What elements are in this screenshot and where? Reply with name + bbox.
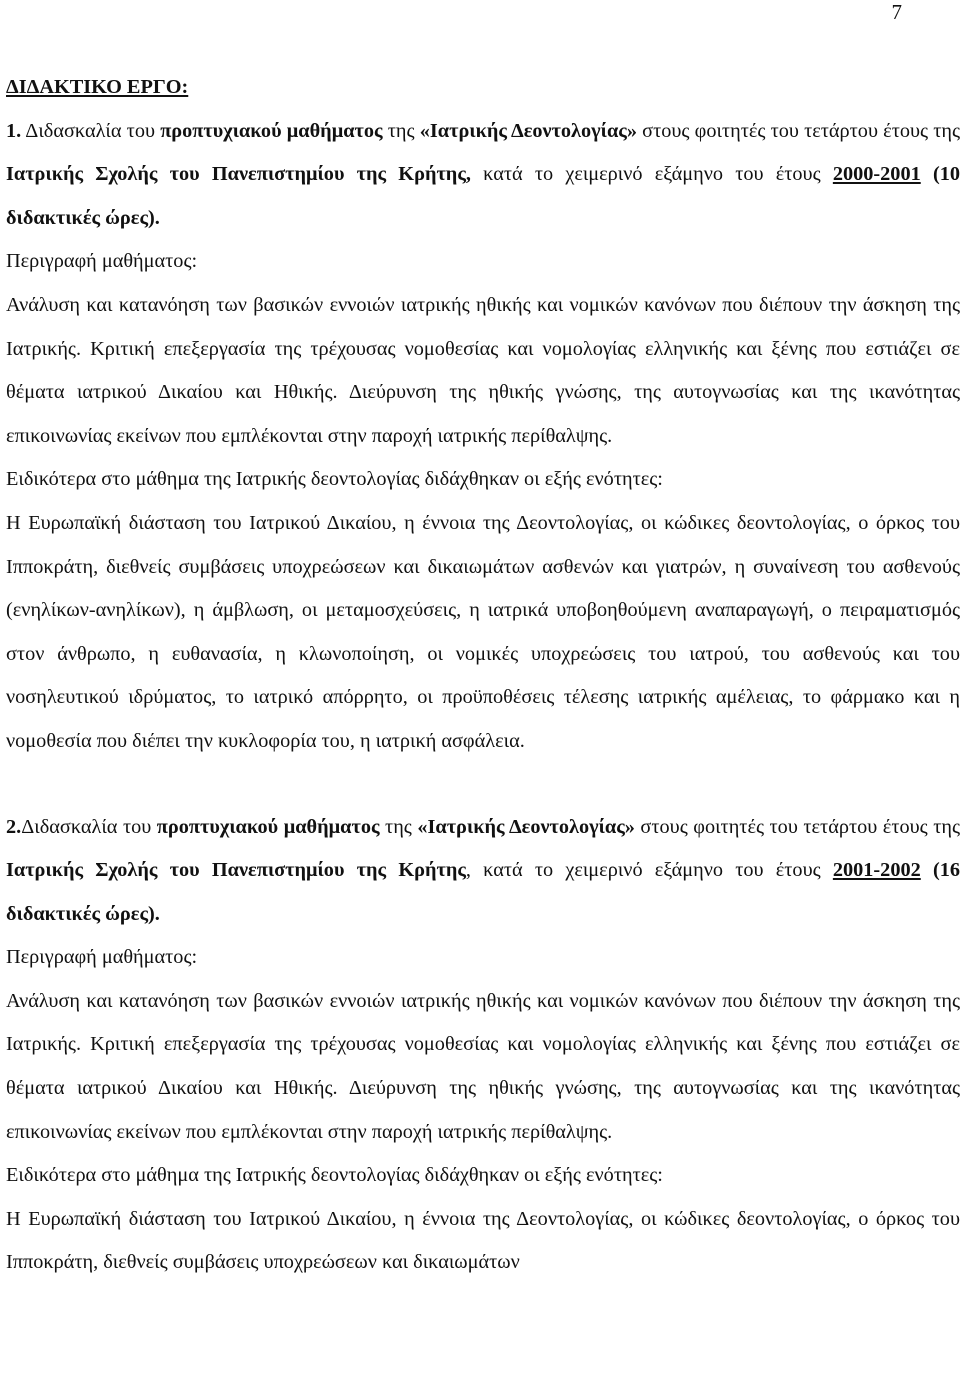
academic-year: 2000-2001 <box>832 163 921 186</box>
teaching-entry-2 <box>6 806 960 1286</box>
intro-text: της <box>379 815 418 838</box>
course-title: «Ιατρικής Δεοντολογίας» <box>419 119 637 142</box>
intro-text: Διδασκαλία του <box>21 119 161 142</box>
course-intro <box>6 806 960 937</box>
institution: Ιατρικής Σχολής του Πανεπιστημίου της Κρήτης <box>6 859 466 882</box>
topics-label: Ειδικότερα στο μάθημα της Ιατρικής δεοντολογίας διδάχθηκαν οι εξής ενότητες: <box>6 468 663 491</box>
course-topics: Η Ευρωπαϊκή διάσταση του Ιατρικού Δικαίου, η έννοια της Δεοντολογίας, οι κώδικες δεοντολογίας, ο όρκος του Ιπποκράτη, διεθνείς συμβάσεις υποχρεώσεων και δικαιωμάτων ασθενών και γιατρών, η συναίνεση του ασθενούς (ενηλίκων-ανηλίκων), η άμβλωση, οι μεταμοσχεύσεις, η ιατρικά υποβοηθούμενη αναπαραγωγή, ο πειραματισμός στον άνθρωπο, η ευθανασία, η κλωνοποίηση, οι νομικές υποχρεώσεις του ιατρού, του ασθενούς και του νοσηλευτικού ιδρύματος, το ιατρικό απόρρητο, οι προϋποθέσεις τέλεσης ιατρικής αμέλειας, το φάρμακο και η νομοθεσία που διέπει την κυκλοφορία του, η ιατρική ασφάλεια. <box>6 511 960 752</box>
intro-text: , κατά το χειμερινό εξάμηνο του έτους <box>465 859 833 882</box>
course-level: προπτυχιακού μαθήματος <box>156 815 380 838</box>
intro-text: στους φοιτητές του τετάρτου έτους της <box>636 119 960 142</box>
course-description: Ανάλυση και κατανόηση των βασικών εννοιών ιατρικής ηθικής και νομικών κανόνων που διέπουν την άσκηση της Ιατρικής. Κριτική επεξεργασία της τρέχουσας νομοθεσίας και νομολογίας ελληνικής και ξένης που εστιάζει σε θέματα ιατρικού Δικαίου και Ηθικής. Διεύρυνση της ηθικής γνώσης, της αυτογνωσίας και της ικανότητας επικοινωνίας εκείνων που εμπλέκονται στην παροχή ιατρικής περίθαλψης. <box>6 989 960 1143</box>
section-heading: ΔΙΔΑΚΤΙΚΟ ΕΡΓΟ: <box>6 76 189 98</box>
intro-text: Διδασκαλία του <box>21 815 157 838</box>
course-description: Ανάλυση και κατανόηση των βασικών εννοιών ιατρικής ηθικής και νομικών κανόνων που διέπουν την άσκηση της Ιατρικής. Κριτική επεξεργασία της τρέχουσας νομοθεσίας και νομολογίας ελληνικής και ξένης που εστιάζει σε θέματα ιατρικού Δικαίου και Ηθικής. Διεύρυνση της ηθικής γνώσης, της αυτογνωσίας και της ικανότητας επικοινωνίας εκείνων που εμπλέκονται στην παροχή ιατρικής περίθαλψης. <box>6 293 960 447</box>
course-topics: Η Ευρωπαϊκή διάσταση του Ιατρικού Δικαίου, η έννοια της Δεοντολογίας, οι κώδικες δεοντολογίας, ο όρκος του Ιπποκράτη, διεθνείς συμβάσεις υποχρεώσεων και δικαιωμάτων <box>6 1207 960 1274</box>
entry-number: 1. <box>6 119 22 142</box>
course-title: «Ιατρικής Δεοντολογίας» <box>417 815 635 838</box>
document-body <box>6 66 960 1285</box>
description-label: Περιγραφή μαθήματος: <box>6 946 198 969</box>
intro-text: της <box>382 119 420 142</box>
academic-year: 2001-2002 <box>832 859 921 882</box>
entry-number: 2. <box>6 815 22 838</box>
intro-text: στους φοιτητές του τετάρτου έτους της <box>634 815 960 838</box>
course-level: προπτυχιακού μαθήματος <box>160 119 383 142</box>
institution: Ιατρικής Σχολής του Πανεπιστημίου της Κρήτης, <box>6 163 471 186</box>
course-intro <box>6 110 960 241</box>
topics-label: Ειδικότερα στο μάθημα της Ιατρικής δεοντολογίας διδάχθηκαν οι εξής ενότητες: <box>6 1164 663 1187</box>
page-number: 7 <box>891 0 902 24</box>
intro-text: κατά το χειμερινό εξάμηνο του έτους <box>470 163 833 186</box>
section-spacer <box>6 764 960 806</box>
teaching-entry-1 <box>6 110 960 764</box>
description-label: Περιγραφή μαθήματος: <box>6 250 198 273</box>
teaching-hours: (10 διδακτικές ώρες). <box>6 163 960 229</box>
teaching-hours: (16 διδακτικές ώρες). <box>6 859 960 925</box>
